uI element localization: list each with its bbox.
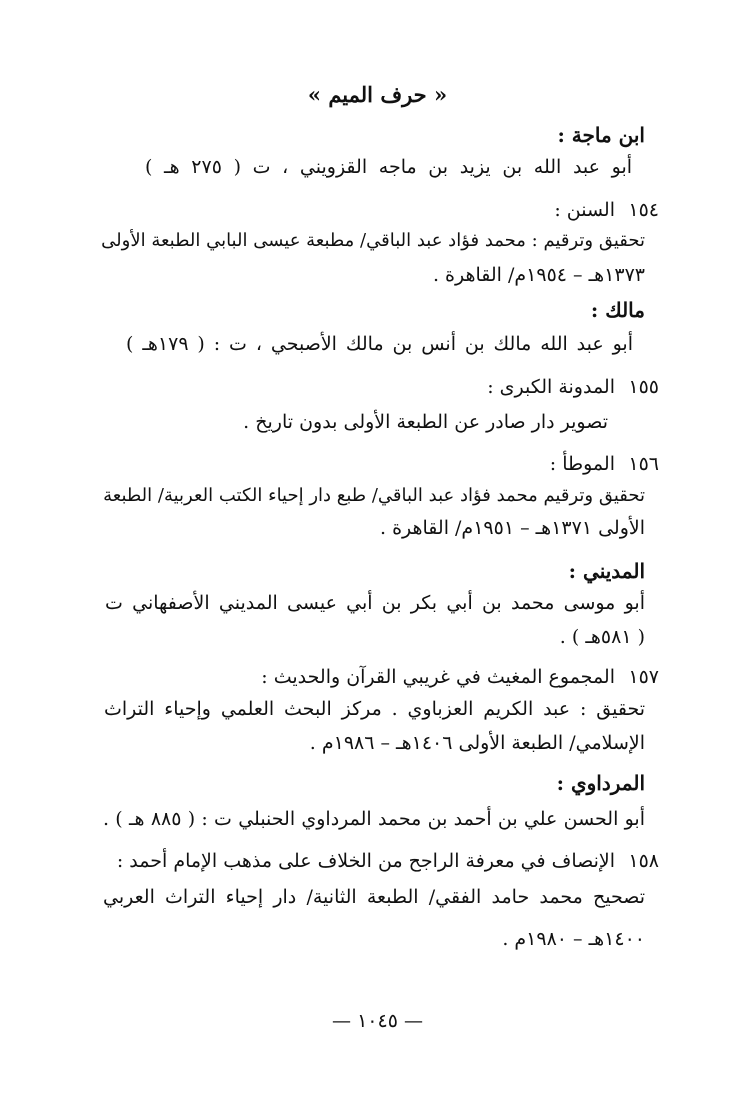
entry-156-line-2: الأولى ١٣٧١هـ – ١٩٥١م/ القاهرة .	[379, 517, 645, 539]
author-heading-ibn-majah: ابن ماجة :	[557, 123, 645, 147]
page-number: — ١٠٤٥ —	[332, 1010, 423, 1032]
author-bio-mardawi: أبو الحسن علي بن أحمد بن محمد المرداوي الحنبلي ت : ( ٨٨٥ هـ ) .	[103, 808, 645, 830]
entry-number-158: ١٥٨	[628, 850, 659, 872]
entry-title-157: المجموع المغيث في غريبي القرآن والحديث :	[261, 666, 615, 688]
entry-title-155: المدونة الكبرى :	[487, 376, 615, 398]
entry-154-line-1: تحقيق وترقيم : محمد فؤاد عبد الباقي/ مطبعة عيسى البابي الطبعة الأولى	[101, 230, 645, 251]
entry-158-line-2: ١٤٠٠هـ – ١٩٨٠م .	[502, 928, 645, 950]
author-bio-madini-line-1: أبو موسى محمد بن أبي بكر بن أبي عيسى المديني الأصفهاني ت	[105, 592, 645, 614]
author-bio-madini-line-2: ( ٥٨١هـ ) .	[559, 626, 645, 648]
entry-156-line-1: تحقيق وترقيم محمد فؤاد عبد الباقي/ طبع دار إحياء الكتب العربية/ الطبعة	[103, 485, 645, 506]
entry-title-158: الإنصاف في معرفة الراجح من الخلاف على مذهب الإمام أحمد :	[116, 850, 615, 872]
author-bio-malik: أبو عبد الله مالك بن أنس بن مالك الأصبحي ، ت : ( ١٧٩هـ )	[126, 333, 633, 355]
entry-157-line-2: الإسلامي/ الطبعة الأولى ١٤٠٦هـ – ١٩٨٦م .	[309, 732, 645, 754]
entry-157-line-1: تحقيق : عبد الكريم العزباوي . مركز البحث العلمي وإحياء التراث	[104, 698, 645, 720]
entry-158-line-1: تصحيح محمد حامد الفقي/ الطبعة الثانية/ دار إحياء التراث العربي	[103, 886, 645, 908]
entry-number-155: ١٥٥	[628, 376, 659, 398]
entry-number-156: ١٥٦	[628, 453, 659, 475]
author-bio-ibn-majah: أبو عبد الله بن يزيد بن ماجه القزويني ، ت ( ٢٧٥ هـ )	[145, 156, 633, 178]
entry-154-line-2: ١٣٧٣هـ – ١٩٥٤م/ القاهرة .	[432, 264, 645, 286]
entry-number-157: ١٥٧	[628, 666, 659, 688]
author-heading-madini: المديني :	[568, 559, 645, 583]
author-heading-malik: مالك :	[590, 298, 645, 322]
page-title: « حرف الميم »	[307, 82, 448, 107]
entry-number-154: ١٥٤	[628, 199, 659, 221]
entry-155-line-1: تصوير دار صادر عن الطبعة الأولى بدون تاريخ .	[243, 411, 608, 433]
entry-title-154: السنن :	[554, 199, 615, 221]
entry-title-156: الموطأ :	[549, 453, 615, 475]
author-heading-mardawi: المرداوي :	[556, 771, 645, 795]
